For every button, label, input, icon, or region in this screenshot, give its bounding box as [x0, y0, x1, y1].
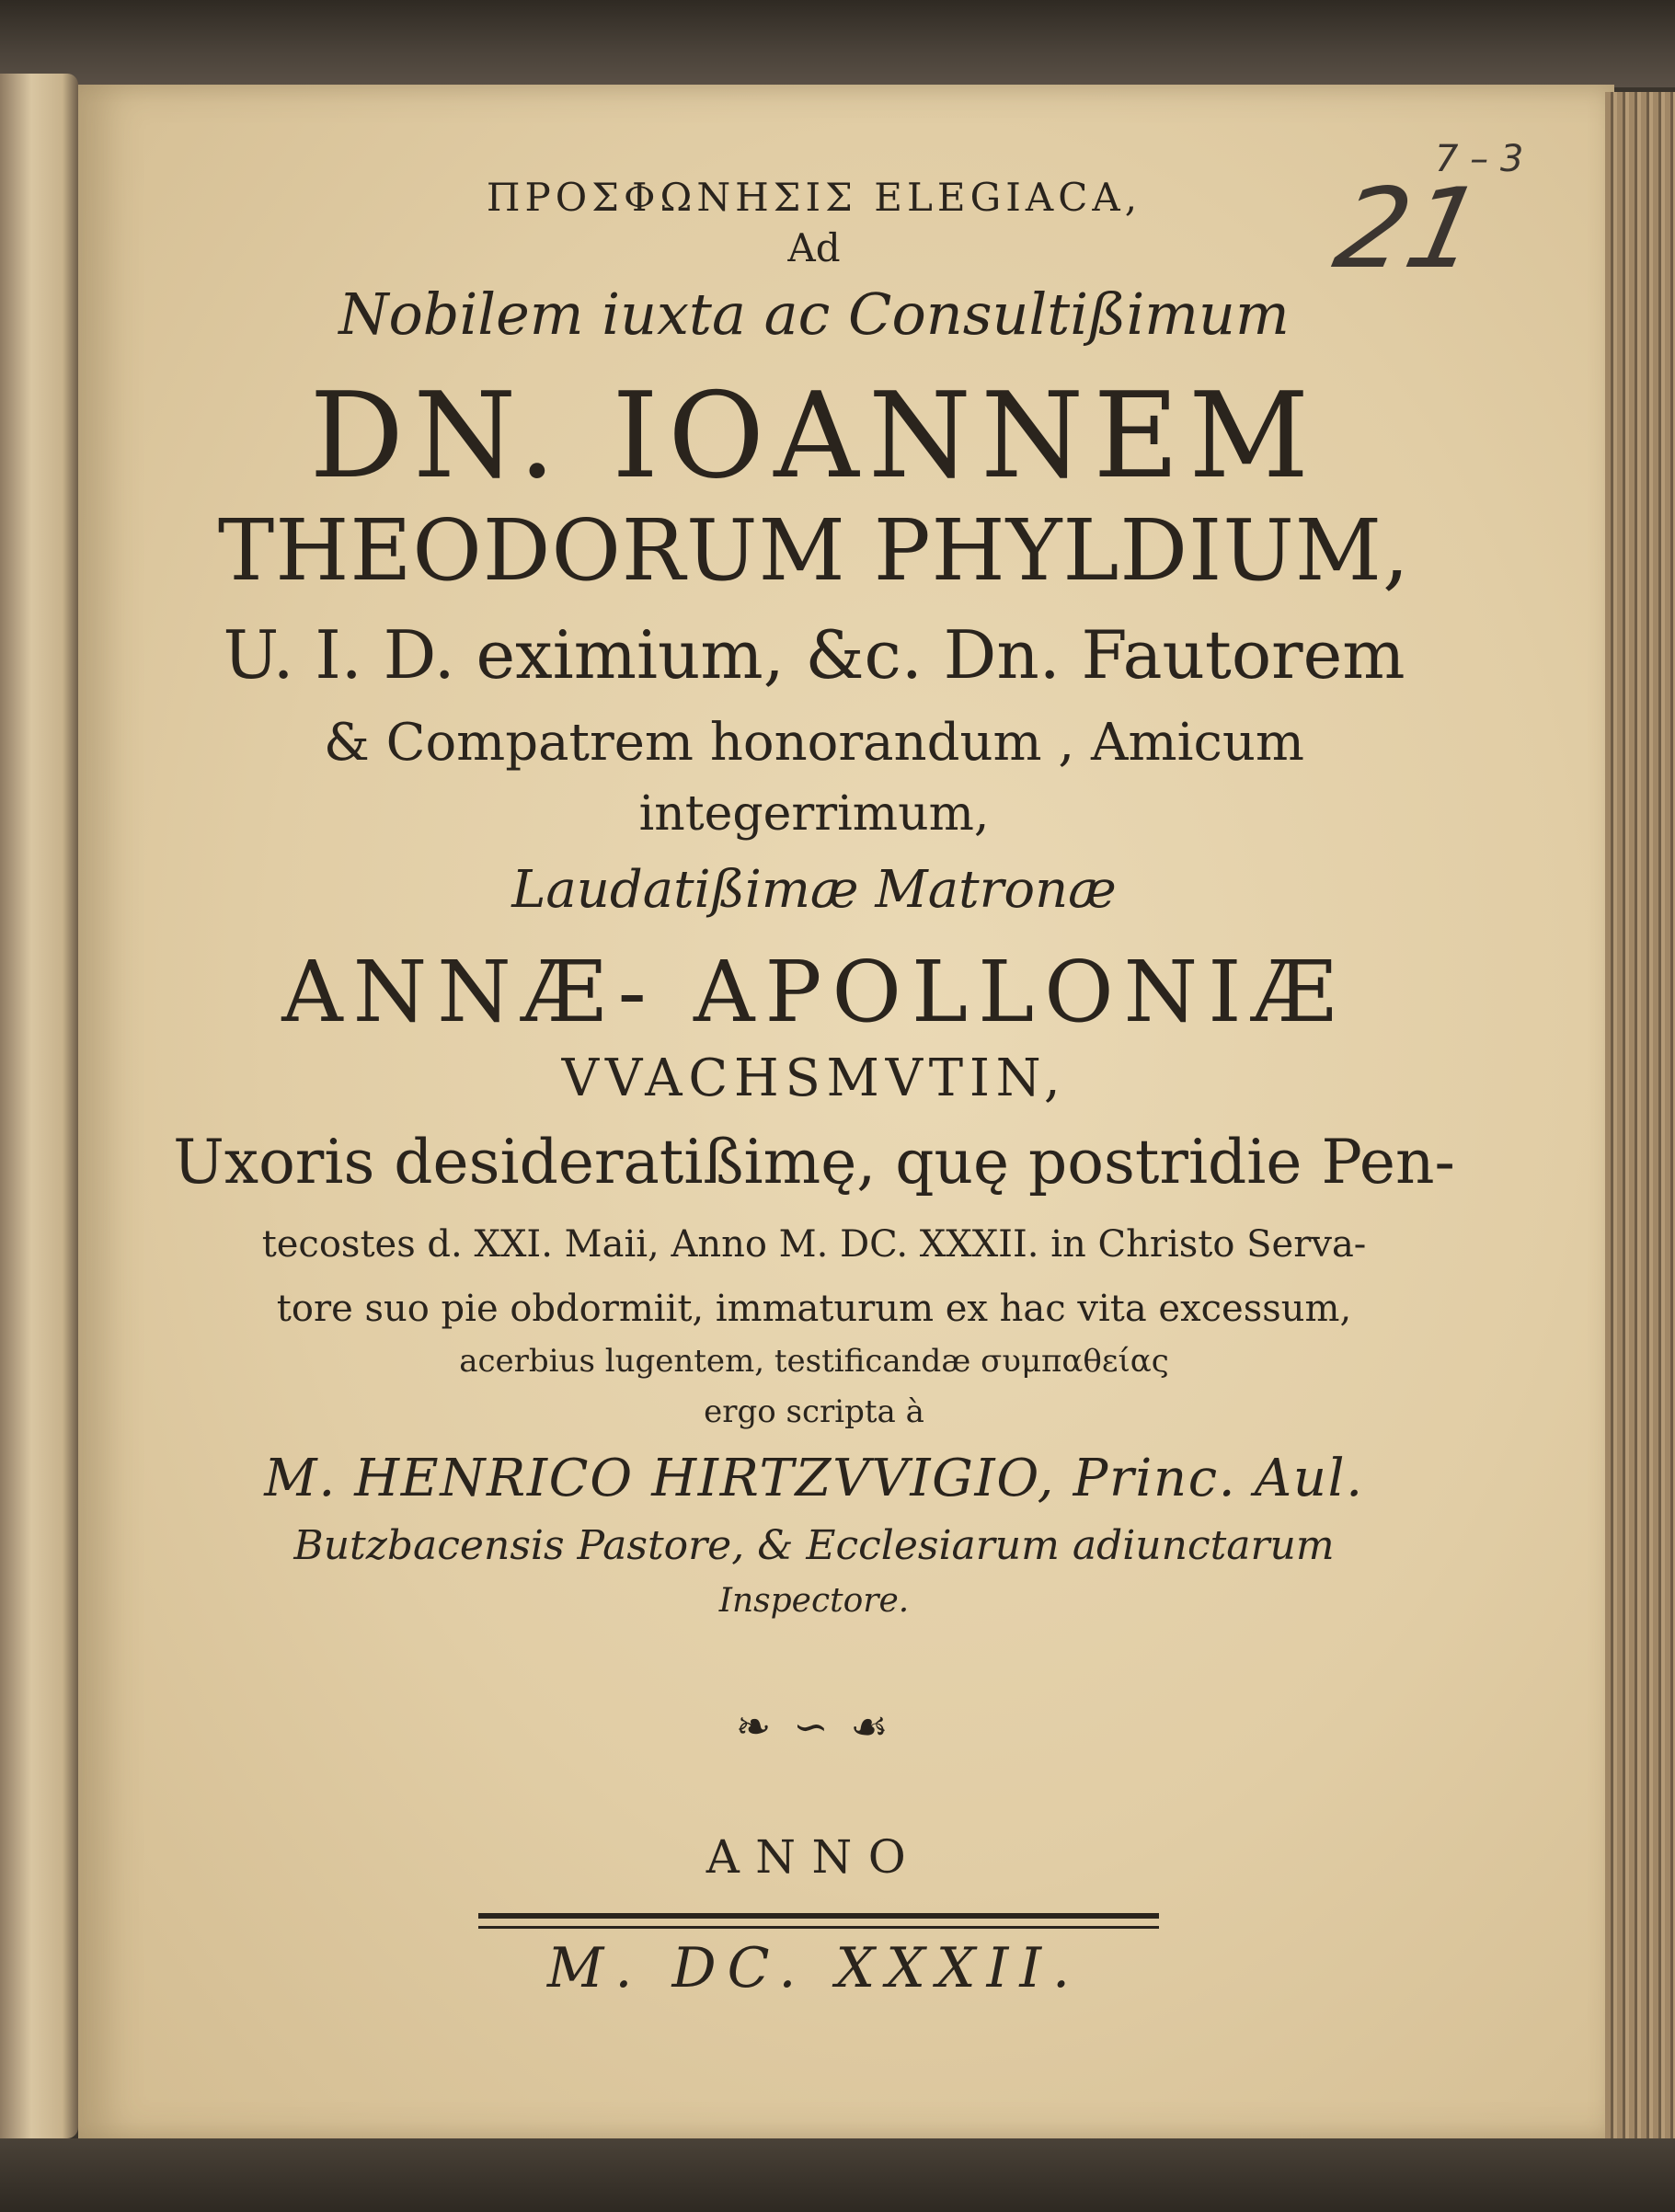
line-acerbius: acerbius lugentem, testificandæ συμπαθείας	[459, 1343, 1169, 1380]
line-uxoris: Uxoris desideratißimę, quę postridie Pen-	[173, 1127, 1455, 1198]
facing-page-edge	[0, 74, 78, 2138]
name-theodorum: THEODORUM PHYLDIUM,	[217, 501, 1411, 600]
line-laudatissimae: Laudatißimæ Matronæ	[511, 860, 1117, 920]
printers-ornament: ❧ ∽ ☙	[735, 1702, 893, 1751]
name-annae-apolloniae: ANNÆ- APOLLONIÆ	[281, 943, 1347, 1041]
name-wachsmutin: VVACHSMVTIN,	[561, 1049, 1067, 1108]
heading-greek-elegiaca: ΠΡΟΣΦΩΝΗΣΙΣ ELEGIACA,	[486, 175, 1142, 220]
line-integerrimum: integerrimum,	[638, 786, 990, 842]
name-ioannem: DN. IOANNEM	[309, 368, 1319, 505]
line-eximium: U. I. D. eximium, &c. Dn. Fautorem	[223, 616, 1405, 693]
line-tore-suo: tore suo pie obdormiit, immaturum ex hac vita excessum,	[276, 1288, 1352, 1330]
handwritten-shelf-mark: 21	[1325, 166, 1493, 293]
author-inspectore: Inspectore.	[718, 1582, 910, 1620]
imprint-rule-thin	[478, 1926, 1159, 1929]
page-edges	[1605, 92, 1675, 2143]
imprint-rule	[478, 1913, 1159, 1919]
line-compatrem: & Compatrem honorandum , Amicum	[323, 713, 1305, 773]
author-butzbacensis: Butzbacensis Pastore, & Ecclesiarum adiunctarum	[293, 1522, 1335, 1569]
imprint-year: M. DC. XXXII.	[546, 1936, 1082, 2000]
heading-nobilem: Nobilem iuxta ac Consultißimum	[338, 281, 1290, 348]
imprint-anno: ANNO	[706, 1830, 923, 1884]
author-henrico: M. HENRICO HIRTZVVIGIO, Princ. Aul.	[264, 1449, 1364, 1508]
line-ergo-scripta: ergo scripta à	[704, 1393, 924, 1430]
heading-ad: Ad	[787, 225, 841, 270]
handwritten-corner-note: 7 – 3	[1435, 138, 1524, 180]
line-tecostes: tecostes d. XXI. Maii, Anno M. DC. XXXII. in Christo Serva-	[261, 1223, 1367, 1266]
title-text-block	[78, 0, 1550, 2212]
